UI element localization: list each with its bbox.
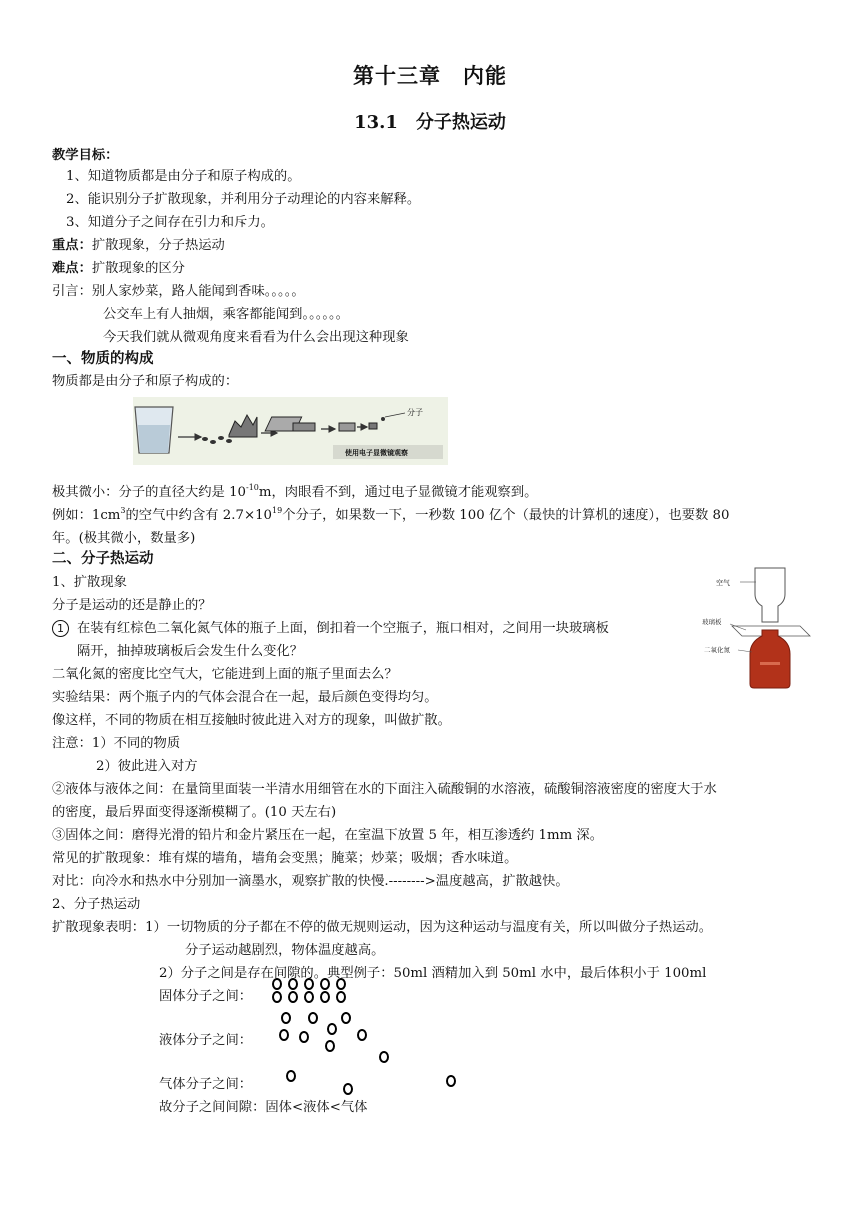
molecule-dot bbox=[327, 1023, 337, 1035]
exponent: 19 bbox=[272, 506, 283, 515]
molecule-dot bbox=[304, 991, 314, 1003]
exponent: 3 bbox=[120, 506, 126, 515]
text-run: 例如：1cm bbox=[52, 508, 121, 523]
molecule-dot bbox=[341, 1012, 351, 1024]
example-statement bbox=[52, 507, 729, 524]
molecule-dot bbox=[288, 991, 298, 1003]
molecule-dot bbox=[272, 991, 282, 1003]
subheading: 1、扩散现象 bbox=[52, 575, 127, 590]
paragraph: ②液体与液体之间：在量筒里面装一半清水用细管在水的下面注入硫酸铜的水溶液，硫酸铜溶液密度的密度大于水 bbox=[52, 782, 717, 797]
section-2-heading: 二、分子热运动 bbox=[52, 551, 154, 567]
molecule-dot bbox=[320, 978, 330, 990]
molecule-dot bbox=[446, 1075, 456, 1087]
text-run: 个分子，如果数一下，一秒数 100 亿个（最快的计算机的速度），也要数 80 bbox=[282, 508, 730, 523]
objectives-heading: 教学目标： bbox=[52, 148, 119, 163]
exponent: -10 bbox=[246, 483, 259, 492]
paragraph: 分子运动越剧烈，物体温度越高。 bbox=[185, 943, 385, 958]
intro-line: 引言：别人家炒菜，路人能闻到香味。。。。。 bbox=[52, 284, 305, 299]
objective-item: 2、能识别分子扩散现象，并利用分子动理论的内容来解释。 bbox=[66, 192, 421, 207]
molecule-dot bbox=[272, 978, 282, 990]
objective-item: 1、知道物质都是由分子和原子构成的。 bbox=[66, 169, 301, 184]
paragraph: 注意：1）不同的物质 bbox=[52, 736, 181, 751]
text-run: 在装有红棕色二氧化氮气体的瓶子上面，倒扣着一个空瓶子，瓶口相对，之间用一块玻璃板 bbox=[77, 621, 609, 636]
molecule-label: 分子 bbox=[407, 408, 423, 417]
molecule-dot bbox=[336, 978, 346, 990]
molecule-dot bbox=[379, 1051, 389, 1063]
objective-item: 3、知道分子之间存在引力和斥力。 bbox=[66, 215, 274, 230]
conclusion: 故分子之间间隙：固体<液体<气体 bbox=[159, 1100, 368, 1115]
intro-line: 今天我们就从微观角度来看看为什么会出现这种现象 bbox=[103, 330, 409, 345]
paragraph: 扩散现象表明：1）一切物质的分子都在不停的做无规则运动，因为这种运动与温度有关，所以叫做分子热运动。 bbox=[52, 920, 713, 935]
air-label: 空气 bbox=[716, 579, 730, 587]
molecule-dot bbox=[299, 1031, 309, 1043]
paragraph: 2）彼此进入对方 bbox=[96, 759, 198, 774]
paragraph: 的密度，最后界面变得逐渐模糊了。(10 天左右) bbox=[52, 805, 337, 820]
chapter-title: 第十三章 内能 bbox=[353, 63, 507, 88]
difficulty bbox=[52, 260, 185, 277]
section-1-heading: 一、物质的构成 bbox=[52, 351, 154, 367]
difficulty-text: 扩散现象的区分 bbox=[91, 261, 185, 276]
molecule-dot bbox=[336, 991, 346, 1003]
intro-line: 公交车上有人抽烟，乘客都能闻到。。。。。。 bbox=[103, 307, 349, 322]
paragraph: 二氧化氮的密度比空气大，它能进到上面的瓶子里面去么？ bbox=[52, 667, 398, 682]
molecule-illustration bbox=[133, 397, 448, 465]
solid-label: 固体分子之间： bbox=[159, 989, 253, 1004]
molecule-dot bbox=[320, 991, 330, 1003]
paragraph: 像这样，不同的物质在相互接触时彼此进入对方的现象，叫做扩散。 bbox=[52, 713, 451, 728]
key-point-label: 重点： bbox=[52, 238, 92, 253]
molecule-dot bbox=[286, 1070, 296, 1082]
molecule-dot bbox=[288, 978, 298, 990]
molecule-dot bbox=[343, 1083, 353, 1095]
section-title: 13.1 分子热运动 bbox=[354, 112, 506, 133]
key-point-text: 扩散现象，分子热运动 bbox=[91, 238, 225, 253]
paragraph: 年。(极其微小，数量多) bbox=[52, 531, 196, 546]
diffusion-bottles-illustration bbox=[700, 566, 826, 692]
paragraph: ③固体之间：磨得光滑的铅片和金片紧压在一起，在室温下放置 5 年，相互渗透约 1mm 深。 bbox=[52, 828, 604, 843]
molecule-dot bbox=[279, 1029, 289, 1041]
paragraph: 分子是运动的还是静止的？ bbox=[52, 598, 212, 613]
molecule-dot bbox=[308, 1012, 318, 1024]
paragraph: 实验结果：两个瓶子内的气体会混合在一起，最后颜色变得均匀。 bbox=[52, 690, 438, 705]
molecule-dot bbox=[281, 1012, 291, 1024]
subheading: 2、分子热运动 bbox=[52, 897, 141, 912]
circled-number: 1 bbox=[52, 620, 69, 637]
text-run: 的空气中约含有 2.7×10 bbox=[125, 508, 273, 523]
no2-label: 二氧化氮 bbox=[704, 646, 730, 654]
molecule-dot bbox=[304, 978, 314, 990]
paragraph: 隔开，抽掉玻璃板后会发生什么变化？ bbox=[77, 644, 304, 659]
figure-caption: 使用电子显微镜观察 bbox=[345, 449, 408, 457]
molecule-dot bbox=[357, 1029, 367, 1041]
difficulty-label: 难点： bbox=[52, 261, 92, 276]
paragraph: 物质都是由分子和原子构成的： bbox=[52, 374, 239, 389]
text-run: 极其微小：分子的直径大约是 10 bbox=[52, 485, 247, 500]
paragraph: 对比：向冷水和热水中分别加一滴墨水，观察扩散的快慢.-------->温度越高，扩散越快。 bbox=[52, 874, 569, 889]
molecule-dot bbox=[325, 1040, 335, 1052]
paragraph: 常见的扩散现象：堆有煤的墙角，墙角会变黑；腌菜；炒菜；吸烟；香水味道。 bbox=[52, 851, 518, 866]
liquid-label: 液体分子之间： bbox=[159, 1033, 253, 1048]
size-statement bbox=[52, 484, 537, 501]
gas-label: 气体分子之间： bbox=[159, 1077, 253, 1092]
glass-label: 玻璃板 bbox=[702, 618, 722, 626]
experiment-1 bbox=[52, 620, 609, 637]
key-point bbox=[52, 237, 225, 254]
text-run: m，肉眼看不到，通过电子显微镜才能观察到。 bbox=[258, 485, 538, 500]
paragraph: 2）分子之间是存在间隙的。典型例子：50ml 酒精加入到 50ml 水中，最后体积小于 100ml bbox=[159, 966, 707, 981]
